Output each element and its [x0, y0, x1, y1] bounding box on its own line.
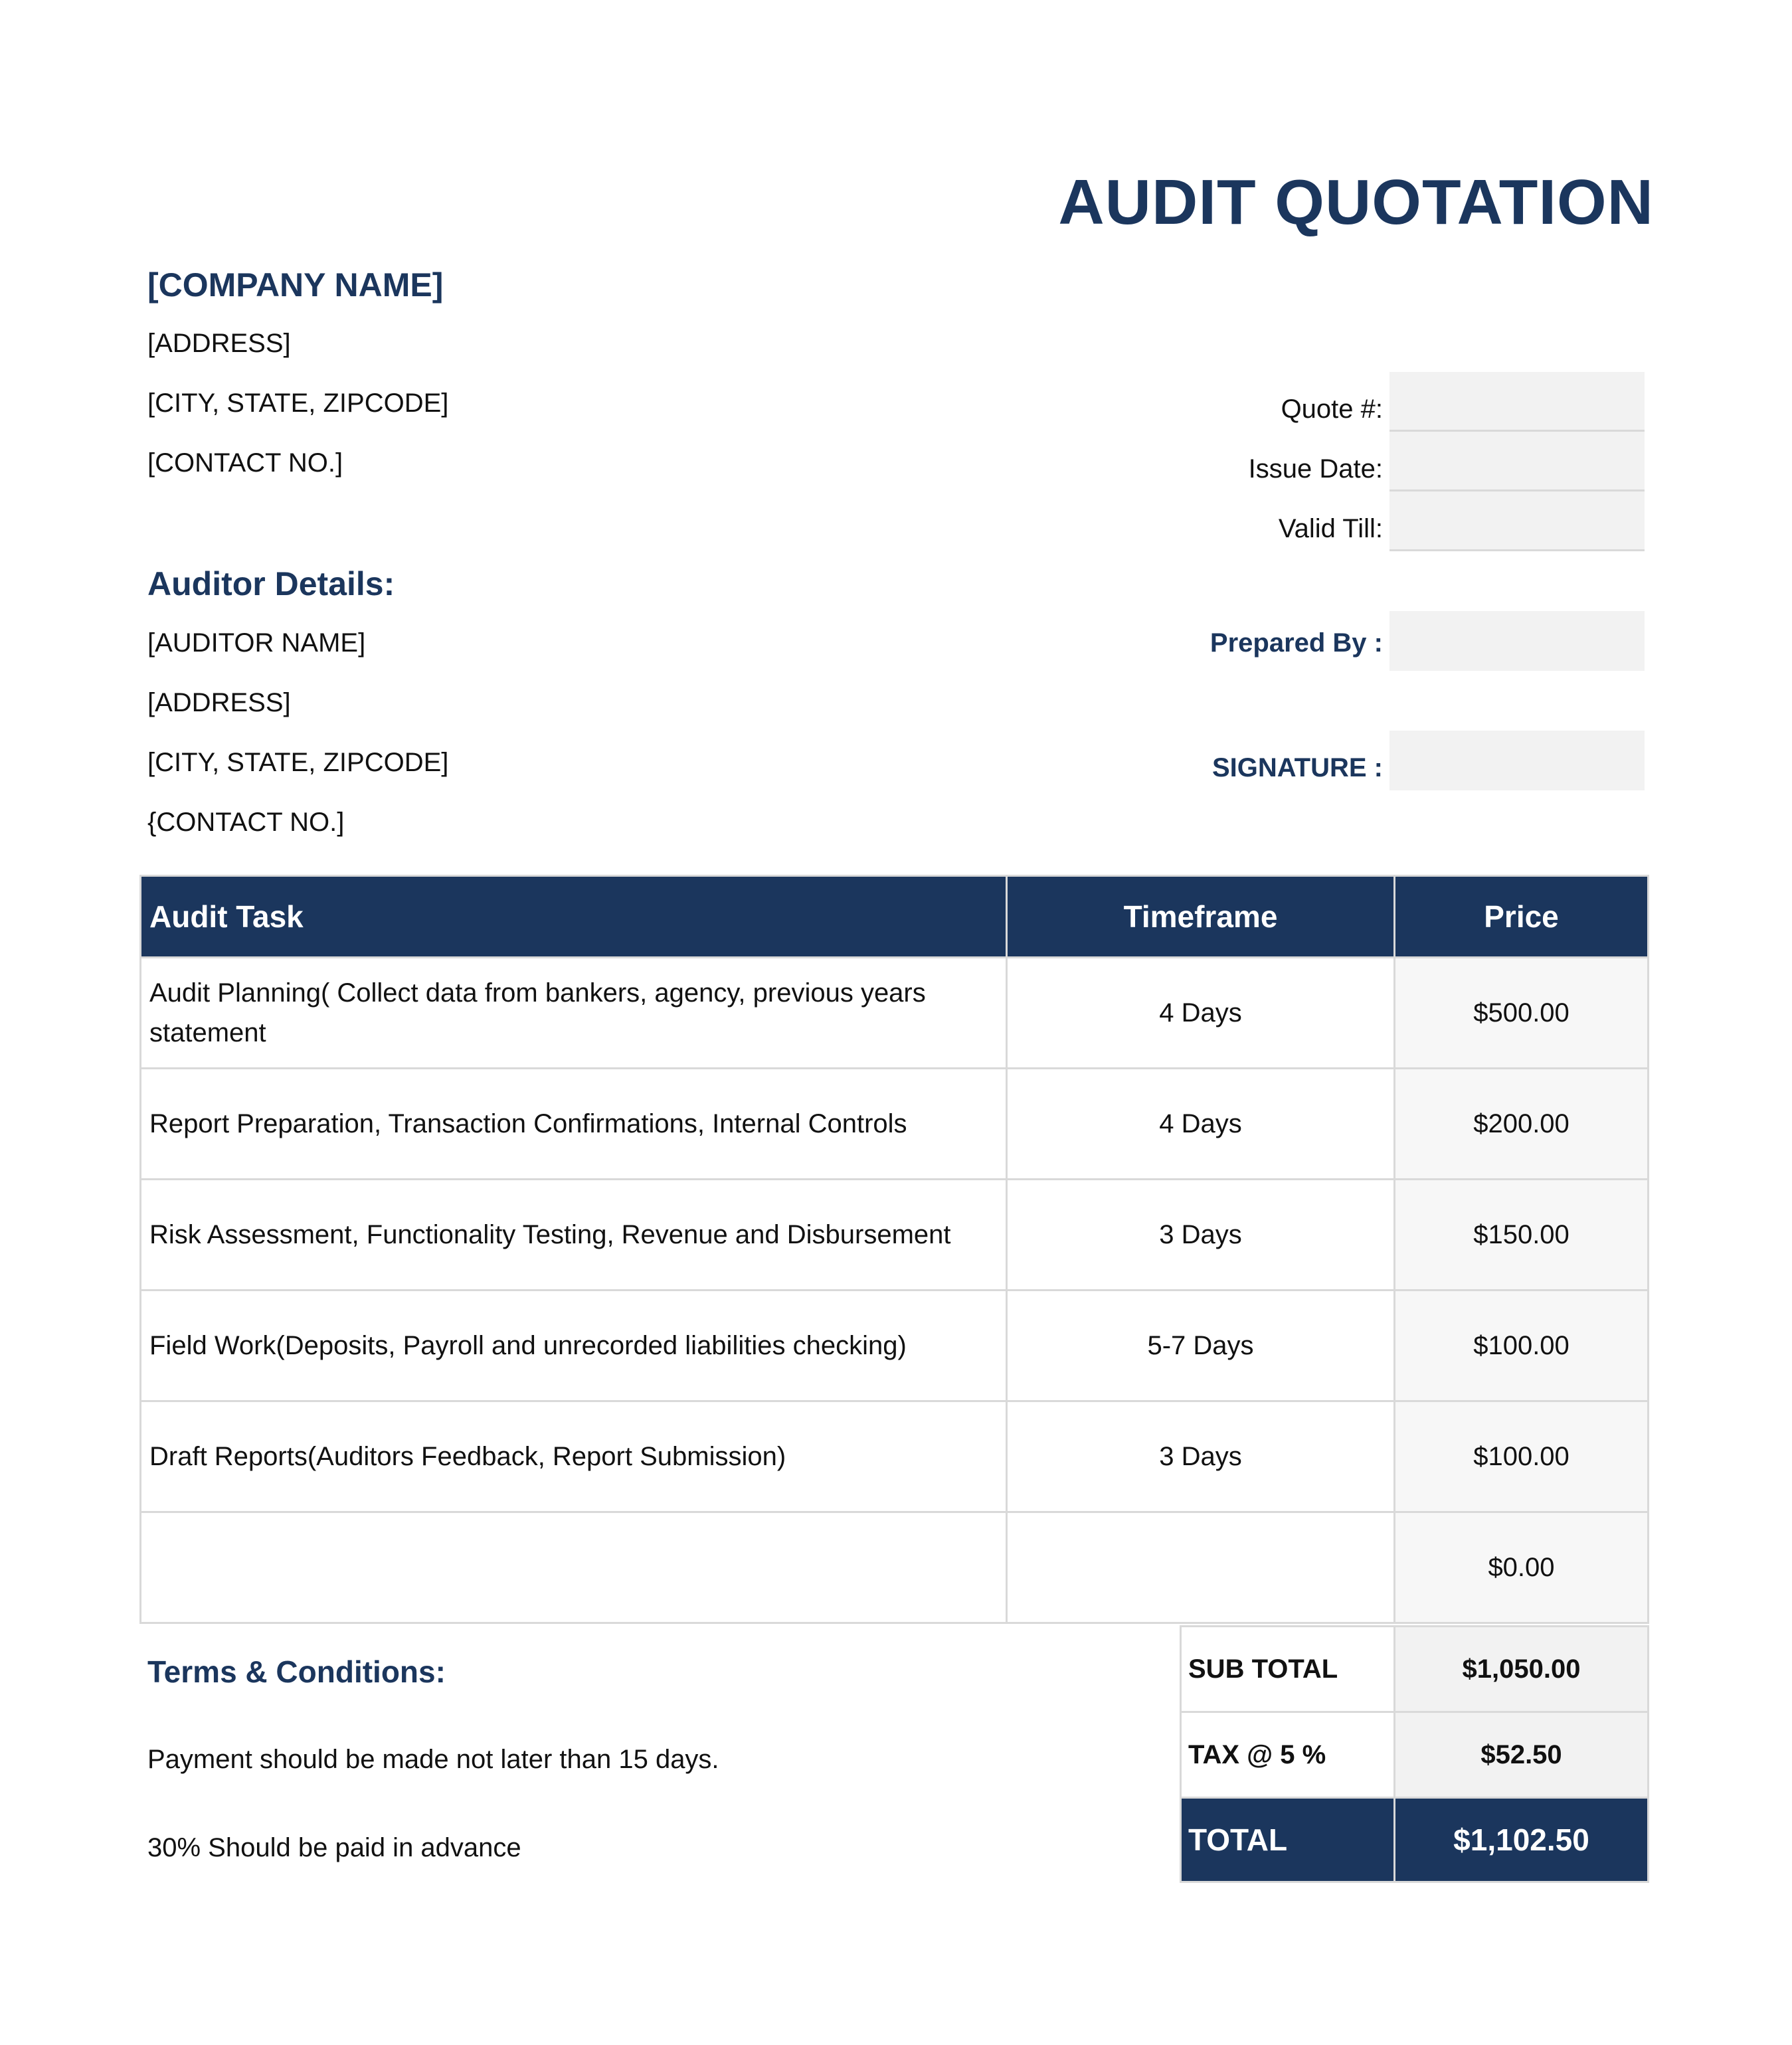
price-cell[interactable]: $200.00	[1395, 1069, 1649, 1180]
price-cell[interactable]: $100.00	[1395, 1290, 1649, 1401]
task-cell[interactable]: Draft Reports(Auditors Feedback, Report Submission)	[141, 1401, 1007, 1512]
price-cell[interactable]: $100.00	[1395, 1401, 1649, 1512]
timeframe-cell[interactable]: 4 Days	[1007, 1069, 1395, 1180]
tax-value: $52.50	[1395, 1712, 1649, 1798]
valid-till-field[interactable]	[1389, 491, 1645, 551]
table-row	[141, 958, 1649, 1069]
total-label: TOTAL	[1181, 1798, 1395, 1882]
company-address: [ADDRESS]	[147, 329, 291, 358]
table-row	[141, 1512, 1649, 1623]
quote-number-label: Quote #:	[1281, 395, 1383, 424]
auditor-address: [ADDRESS]	[147, 688, 291, 717]
price-cell[interactable]: $0.00	[1395, 1512, 1649, 1623]
task-cell[interactable]: Risk Assessment, Functionality Testing, Revenue and Disbursement	[141, 1180, 1007, 1290]
audit-items-table	[139, 875, 1649, 1624]
valid-till-label: Valid Till:	[1278, 514, 1383, 543]
subtotal-label: SUB TOTAL	[1181, 1627, 1395, 1712]
table-row	[141, 1180, 1649, 1290]
signature-field[interactable]	[1389, 731, 1645, 790]
auditor-city-state-zip: [CITY, STATE, ZIPCODE]	[147, 748, 449, 777]
task-cell[interactable]: Report Preparation, Transaction Confirmations, Internal Controls	[141, 1069, 1007, 1180]
signature-label: SIGNATURE :	[1211, 753, 1383, 782]
table-row	[141, 1290, 1649, 1401]
auditor-contact: {CONTACT NO.]	[147, 808, 345, 837]
table-row	[141, 1401, 1649, 1512]
company-name: [COMPANY NAME]	[147, 266, 444, 304]
task-cell[interactable]: Field Work(Deposits, Payroll and unrecorded liabilities checking)	[141, 1290, 1007, 1401]
price-cell[interactable]: $150.00	[1395, 1180, 1649, 1290]
table-header-row	[141, 876, 1649, 958]
header-timeframe: Timeframe	[1007, 876, 1395, 958]
timeframe-cell[interactable]: 4 Days	[1007, 958, 1395, 1069]
auditor-details-heading: Auditor Details:	[147, 565, 395, 602]
company-city-state-zip: [CITY, STATE, ZIPCODE]	[147, 389, 449, 418]
company-contact: [CONTACT NO.]	[147, 448, 343, 478]
issue-date-field[interactable]	[1389, 432, 1645, 491]
header-audit-task: Audit Task	[141, 876, 1007, 958]
prepared-by-field[interactable]	[1389, 611, 1645, 671]
terms-line-2: 30% Should be paid in advance	[147, 1833, 521, 1862]
timeframe-cell[interactable]: 3 Days	[1007, 1401, 1395, 1512]
task-cell[interactable]	[141, 1512, 1007, 1623]
task-cell[interactable]: Audit Planning( Collect data from bankers, agency, previous years statement	[141, 958, 1007, 1069]
timeframe-cell[interactable]: 3 Days	[1007, 1180, 1395, 1290]
subtotal-row	[1181, 1627, 1649, 1712]
header-price: Price	[1395, 876, 1649, 958]
auditor-name: [AUDITOR NAME]	[147, 628, 366, 658]
subtotal-value: $1,050.00	[1395, 1627, 1649, 1712]
timeframe-cell[interactable]	[1007, 1512, 1395, 1623]
terms-heading: Terms & Conditions:	[147, 1654, 446, 1689]
prepared-by-label: Prepared By :	[1210, 628, 1383, 658]
tax-row	[1181, 1712, 1649, 1798]
issue-date-label: Issue Date:	[1248, 454, 1383, 484]
total-row	[1181, 1798, 1649, 1882]
timeframe-cell[interactable]: 5-7 Days	[1007, 1290, 1395, 1401]
document-title: AUDIT QUOTATION	[1058, 167, 1654, 238]
quote-number-field[interactable]	[1389, 372, 1645, 432]
tax-label: TAX @ 5 %	[1181, 1712, 1395, 1798]
total-value: $1,102.50	[1395, 1798, 1649, 1882]
totals-table	[1180, 1625, 1649, 1883]
table-row	[141, 1069, 1649, 1180]
terms-line-1: Payment should be made not later than 15 days.	[147, 1745, 719, 1774]
price-cell[interactable]: $500.00	[1395, 958, 1649, 1069]
